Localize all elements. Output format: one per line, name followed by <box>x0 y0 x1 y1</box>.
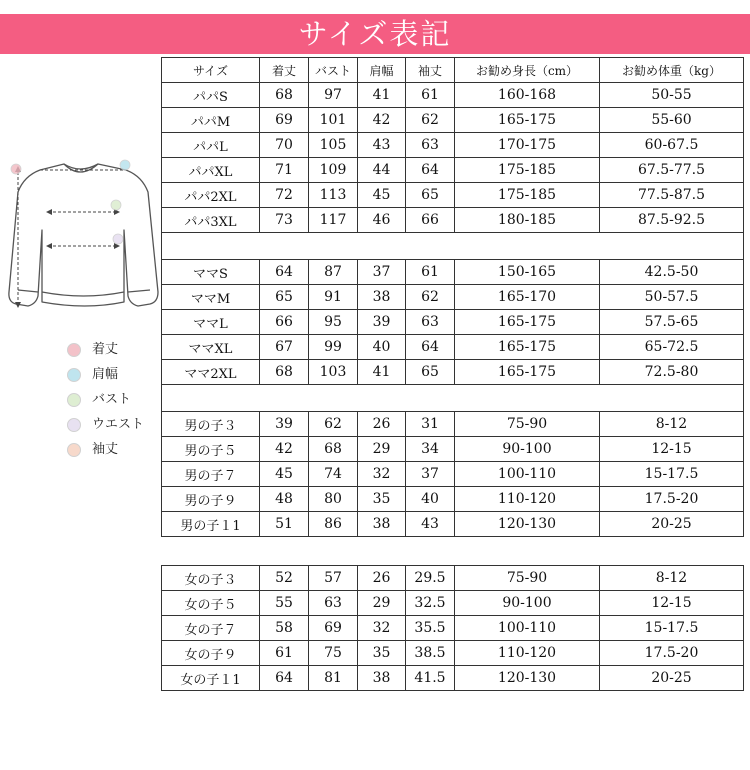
value-cell: 65-72.5 <box>600 335 744 360</box>
value-cell: 29.5 <box>406 566 455 591</box>
size-cell: 男の子７ <box>162 462 260 487</box>
table-row <box>162 83 744 108</box>
value-cell: 40 <box>406 487 455 512</box>
value-cell: 160-168 <box>455 83 600 108</box>
size-cell: 女の子１1 <box>162 666 260 691</box>
legend-label: 着丈 <box>92 342 119 357</box>
value-cell: 100-110 <box>455 462 600 487</box>
value-cell: 113 <box>309 183 358 208</box>
size-cell: 男の子９ <box>162 487 260 512</box>
legend-dot-icon <box>67 393 81 407</box>
value-cell: 101 <box>309 108 358 133</box>
value-cell: 99 <box>309 335 358 360</box>
value-cell: 62 <box>309 412 358 437</box>
value-cell: 8-12 <box>600 412 744 437</box>
column-header: 着丈 <box>260 58 309 83</box>
value-cell: 63 <box>309 591 358 616</box>
value-cell: 86 <box>309 512 358 537</box>
value-cell: 45 <box>260 462 309 487</box>
size-table <box>161 57 744 537</box>
value-cell: 41.5 <box>406 666 455 691</box>
value-cell: 44 <box>358 158 406 183</box>
table-row <box>162 310 744 335</box>
size-cell: 男の子３ <box>162 412 260 437</box>
value-cell: 57.5-65 <box>600 310 744 335</box>
value-cell: 165-175 <box>455 310 600 335</box>
value-cell: 38 <box>358 512 406 537</box>
legend-item <box>64 390 164 410</box>
value-cell: 57 <box>309 566 358 591</box>
size-cell: ママ2XL <box>162 360 260 385</box>
value-cell: 42 <box>260 437 309 462</box>
value-cell: 58 <box>260 616 309 641</box>
size-cell: 男の子５ <box>162 437 260 462</box>
value-cell: 103 <box>309 360 358 385</box>
value-cell: 48 <box>260 487 309 512</box>
spacer-cell <box>162 385 744 412</box>
size-cell: パパ3XL <box>162 208 260 233</box>
value-cell: 42.5-50 <box>600 260 744 285</box>
value-cell: 34 <box>406 437 455 462</box>
value-cell: 55-60 <box>600 108 744 133</box>
column-header: お勧め身長（cm） <box>455 58 600 83</box>
table-row <box>162 591 744 616</box>
value-cell: 50-55 <box>600 83 744 108</box>
value-cell: 87.5-92.5 <box>600 208 744 233</box>
spacer-cell <box>162 233 744 260</box>
value-cell: 43 <box>358 133 406 158</box>
size-cell: ママL <box>162 310 260 335</box>
value-cell: 29 <box>358 437 406 462</box>
value-cell: 45 <box>358 183 406 208</box>
table-row <box>162 462 744 487</box>
value-cell: 55 <box>260 591 309 616</box>
value-cell: 69 <box>309 616 358 641</box>
legend-item <box>64 415 164 435</box>
value-cell: 63 <box>406 310 455 335</box>
value-cell: 175-185 <box>455 158 600 183</box>
value-cell: 71 <box>260 158 309 183</box>
value-cell: 26 <box>358 412 406 437</box>
size-cell: パパM <box>162 108 260 133</box>
table-row <box>162 108 744 133</box>
size-cell: パパXL <box>162 158 260 183</box>
value-cell: 117 <box>309 208 358 233</box>
table-row <box>162 412 744 437</box>
value-cell: 75-90 <box>455 412 600 437</box>
value-cell: 87 <box>309 260 358 285</box>
value-cell: 61 <box>260 641 309 666</box>
value-cell: 20-25 <box>600 666 744 691</box>
value-cell: 73 <box>260 208 309 233</box>
sweatshirt-icon <box>6 152 162 324</box>
value-cell: 37 <box>406 462 455 487</box>
value-cell: 120-130 <box>455 666 600 691</box>
value-cell: 15-17.5 <box>600 616 744 641</box>
value-cell: 64 <box>406 335 455 360</box>
value-cell: 31 <box>406 412 455 437</box>
value-cell: 180-185 <box>455 208 600 233</box>
value-cell: 97 <box>309 83 358 108</box>
table-row <box>162 183 744 208</box>
value-cell: 38 <box>358 285 406 310</box>
size-cell: 女の子９ <box>162 641 260 666</box>
legend-item <box>64 365 164 385</box>
page-title: サイズ表記 <box>298 17 452 51</box>
value-cell: 17.5-20 <box>600 487 744 512</box>
value-cell: 32.5 <box>406 591 455 616</box>
value-cell: 68 <box>260 360 309 385</box>
value-cell: 72 <box>260 183 309 208</box>
table-row <box>162 487 744 512</box>
table-row <box>162 566 744 591</box>
value-cell: 20-25 <box>600 512 744 537</box>
value-cell: 170-175 <box>455 133 600 158</box>
value-cell: 64 <box>260 666 309 691</box>
value-cell: 62 <box>406 108 455 133</box>
value-cell: 175-185 <box>455 183 600 208</box>
value-cell: 51 <box>260 512 309 537</box>
size-cell: ママS <box>162 260 260 285</box>
value-cell: 32 <box>358 462 406 487</box>
value-cell: 75-90 <box>455 566 600 591</box>
value-cell: 90-100 <box>455 591 600 616</box>
value-cell: 32 <box>358 616 406 641</box>
value-cell: 35.5 <box>406 616 455 641</box>
value-cell: 165-170 <box>455 285 600 310</box>
value-cell: 61 <box>406 83 455 108</box>
legend-label: 肩幅 <box>92 367 119 382</box>
value-cell: 29 <box>358 591 406 616</box>
value-cell: 65 <box>406 360 455 385</box>
value-cell: 42 <box>358 108 406 133</box>
value-cell: 65 <box>260 285 309 310</box>
value-cell: 41 <box>358 83 406 108</box>
value-cell: 43 <box>406 512 455 537</box>
value-cell: 67.5-77.5 <box>600 158 744 183</box>
legend-dot-icon <box>67 368 81 382</box>
column-header: 肩幅 <box>358 58 406 83</box>
value-cell: 26 <box>358 566 406 591</box>
column-header: サイズ <box>162 58 260 83</box>
size-cell: ママXL <box>162 335 260 360</box>
value-cell: 90-100 <box>455 437 600 462</box>
value-cell: 17.5-20 <box>600 641 744 666</box>
value-cell: 69 <box>260 108 309 133</box>
value-cell: 40 <box>358 335 406 360</box>
value-cell: 95 <box>309 310 358 335</box>
value-cell: 105 <box>309 133 358 158</box>
value-cell: 74 <box>309 462 358 487</box>
value-cell: 50-57.5 <box>600 285 744 310</box>
table-row <box>162 133 744 158</box>
size-cell: パパL <box>162 133 260 158</box>
legend-label: 袖丈 <box>92 442 119 457</box>
size-cell: パパ2XL <box>162 183 260 208</box>
table-header-row <box>162 58 744 83</box>
table-row <box>162 512 744 537</box>
value-cell: 15-17.5 <box>600 462 744 487</box>
value-cell: 8-12 <box>600 566 744 591</box>
value-cell: 165-175 <box>455 335 600 360</box>
value-cell: 65 <box>406 183 455 208</box>
table-row <box>162 158 744 183</box>
value-cell: 80 <box>309 487 358 512</box>
legend-label: バスト <box>92 392 132 407</box>
group-spacer-row <box>162 233 744 260</box>
table-row <box>162 437 744 462</box>
legend-label: ウエスト <box>92 417 145 432</box>
table-row <box>162 616 744 641</box>
table-row <box>162 260 744 285</box>
value-cell: 60-67.5 <box>600 133 744 158</box>
column-header: バスト <box>309 58 358 83</box>
value-cell: 150-165 <box>455 260 600 285</box>
value-cell: 109 <box>309 158 358 183</box>
table-row <box>162 335 744 360</box>
table-row <box>162 285 744 310</box>
value-cell: 77.5-87.5 <box>600 183 744 208</box>
legend-dot-icon <box>67 443 81 457</box>
value-cell: 35 <box>358 487 406 512</box>
table-row <box>162 360 744 385</box>
value-cell: 66 <box>260 310 309 335</box>
value-cell: 12-15 <box>600 437 744 462</box>
value-cell: 67 <box>260 335 309 360</box>
size-cell: 女の子７ <box>162 616 260 641</box>
value-cell: 12-15 <box>600 591 744 616</box>
column-header: お勧め体重（kg） <box>600 58 744 83</box>
legend-dot-icon <box>67 418 81 432</box>
size-cell: パパS <box>162 83 260 108</box>
size-cell: 女の子５ <box>162 591 260 616</box>
size-cell: 女の子３ <box>162 566 260 591</box>
value-cell: 75 <box>309 641 358 666</box>
column-header: 袖丈 <box>406 58 455 83</box>
legend-item <box>64 440 164 460</box>
value-cell: 110-120 <box>455 487 600 512</box>
value-cell: 52 <box>260 566 309 591</box>
value-cell: 39 <box>260 412 309 437</box>
value-cell: 81 <box>309 666 358 691</box>
value-cell: 63 <box>406 133 455 158</box>
value-cell: 68 <box>309 437 358 462</box>
value-cell: 37 <box>358 260 406 285</box>
value-cell: 72.5-80 <box>600 360 744 385</box>
value-cell: 61 <box>406 260 455 285</box>
value-cell: 46 <box>358 208 406 233</box>
table-row <box>162 208 744 233</box>
value-cell: 62 <box>406 285 455 310</box>
legend-item <box>64 340 164 360</box>
value-cell: 70 <box>260 133 309 158</box>
size-cell: ママM <box>162 285 260 310</box>
value-cell: 120-130 <box>455 512 600 537</box>
table-row <box>162 666 744 691</box>
size-cell: 男の子１1 <box>162 512 260 537</box>
value-cell: 110-120 <box>455 641 600 666</box>
table-row <box>162 641 744 666</box>
value-cell: 38 <box>358 666 406 691</box>
legend-dot-icon <box>67 343 81 357</box>
value-cell: 39 <box>358 310 406 335</box>
value-cell: 100-110 <box>455 616 600 641</box>
value-cell: 165-175 <box>455 108 600 133</box>
girls-size-table <box>161 565 744 691</box>
value-cell: 64 <box>260 260 309 285</box>
value-cell: 41 <box>358 360 406 385</box>
value-cell: 35 <box>358 641 406 666</box>
value-cell: 91 <box>309 285 358 310</box>
value-cell: 165-175 <box>455 360 600 385</box>
value-cell: 68 <box>260 83 309 108</box>
group-spacer-row <box>162 385 744 412</box>
value-cell: 38.5 <box>406 641 455 666</box>
value-cell: 64 <box>406 158 455 183</box>
value-cell: 66 <box>406 208 455 233</box>
